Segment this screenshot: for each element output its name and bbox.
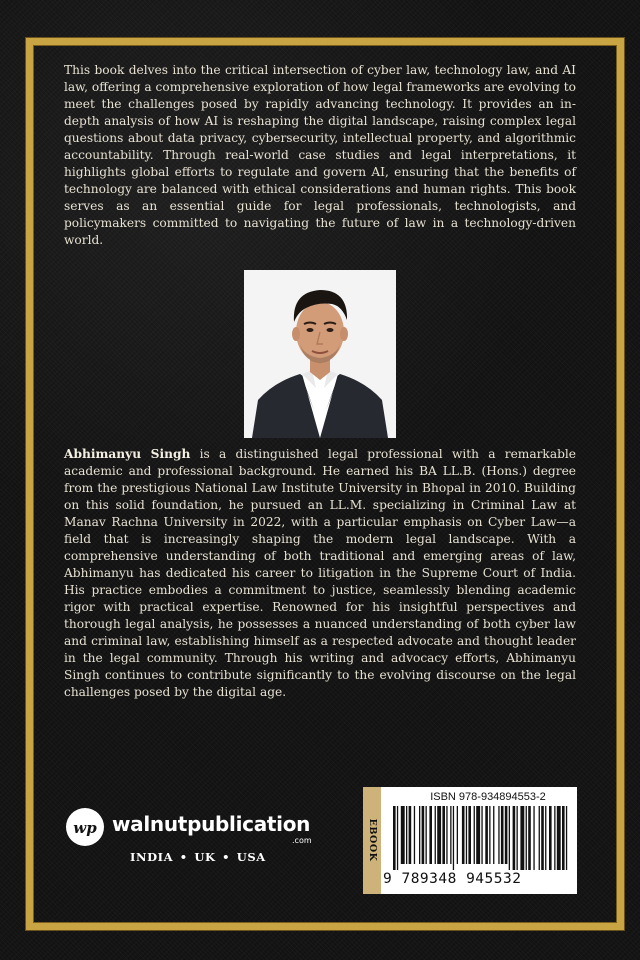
publisher-domain: .com [292, 836, 312, 845]
barcode-bars [393, 806, 569, 870]
author-bio-text: is a distinguished legal professional with a remarkable academic and professional background. He earned his BA LL.B. (Hons.) degree from the prestigious National Law Institute University in Bhopal in 2010. Building on this solid foundation, he pursued an LL.M. specializing in Criminal Law at Manav Rachna University in 2022, with a particular emphasis on Cyber Law—a field that is increasingly shaping the modern legal landscape. With a comprehensive understanding of both traditional and emerging areas of law, Abhimanyu has dedicated his career to litigation in the Supreme Court of India. His practice embodies a commitment to justice, seamlessly blending academic rigor with practical expertise. Renowned for his insightful perspectives and thorough legal analysis, he possesses a nuanced understanding of both cyber law and criminal law, establishing himself as a respected advocate and thought leader in the legal community. Through his writing and advocacy efforts, Abhimanyu Singh continues to contribute significantly to the evolving discourse on the legal challenges posed by the digital age. [64, 447, 576, 699]
svg-text:wp: wp [73, 819, 97, 837]
author-name: Abhimanyu Singh [64, 447, 191, 461]
book-blurb: This book delves into the critical intersection of cyber law, technology law, and AI law, offering a comprehensive exploration of how legal frameworks are evolving to meet the challenges posed by rapidly advancing technology. It provides an in-depth analysis of how AI is reshaping the digital landscape, raising complex legal questions about data privacy, cybersecurity, intellectual property, and algorithmic accountability. Through real-world case studies and legal interpretations, it highlights global efforts to regulate and govern AI, ensuring that the benefits of technology are balanced with ethical considerations and human rights. This book serves as an essential guide for legal professionals, technologists, and policymakers committed to navigating the future of law in a technology-driven world. [64, 63, 576, 247]
publisher-logo [66, 802, 326, 874]
ebook-strip [363, 787, 381, 894]
publisher-name: walnutpublication [112, 812, 311, 836]
isbn-number: ISBN 978-934894553-2 [430, 791, 546, 803]
walnut-wp-logo-icon [66, 808, 104, 846]
author-bio [64, 446, 576, 701]
barcode-digits: 9 789348 945532 [383, 871, 522, 887]
isbn-barcode-block [363, 787, 577, 894]
author-photo [244, 270, 396, 438]
publisher-countries: INDIA • UK • USA [130, 850, 266, 864]
ebook-label: EBOOK [367, 818, 378, 862]
author-portrait-image [244, 270, 396, 438]
